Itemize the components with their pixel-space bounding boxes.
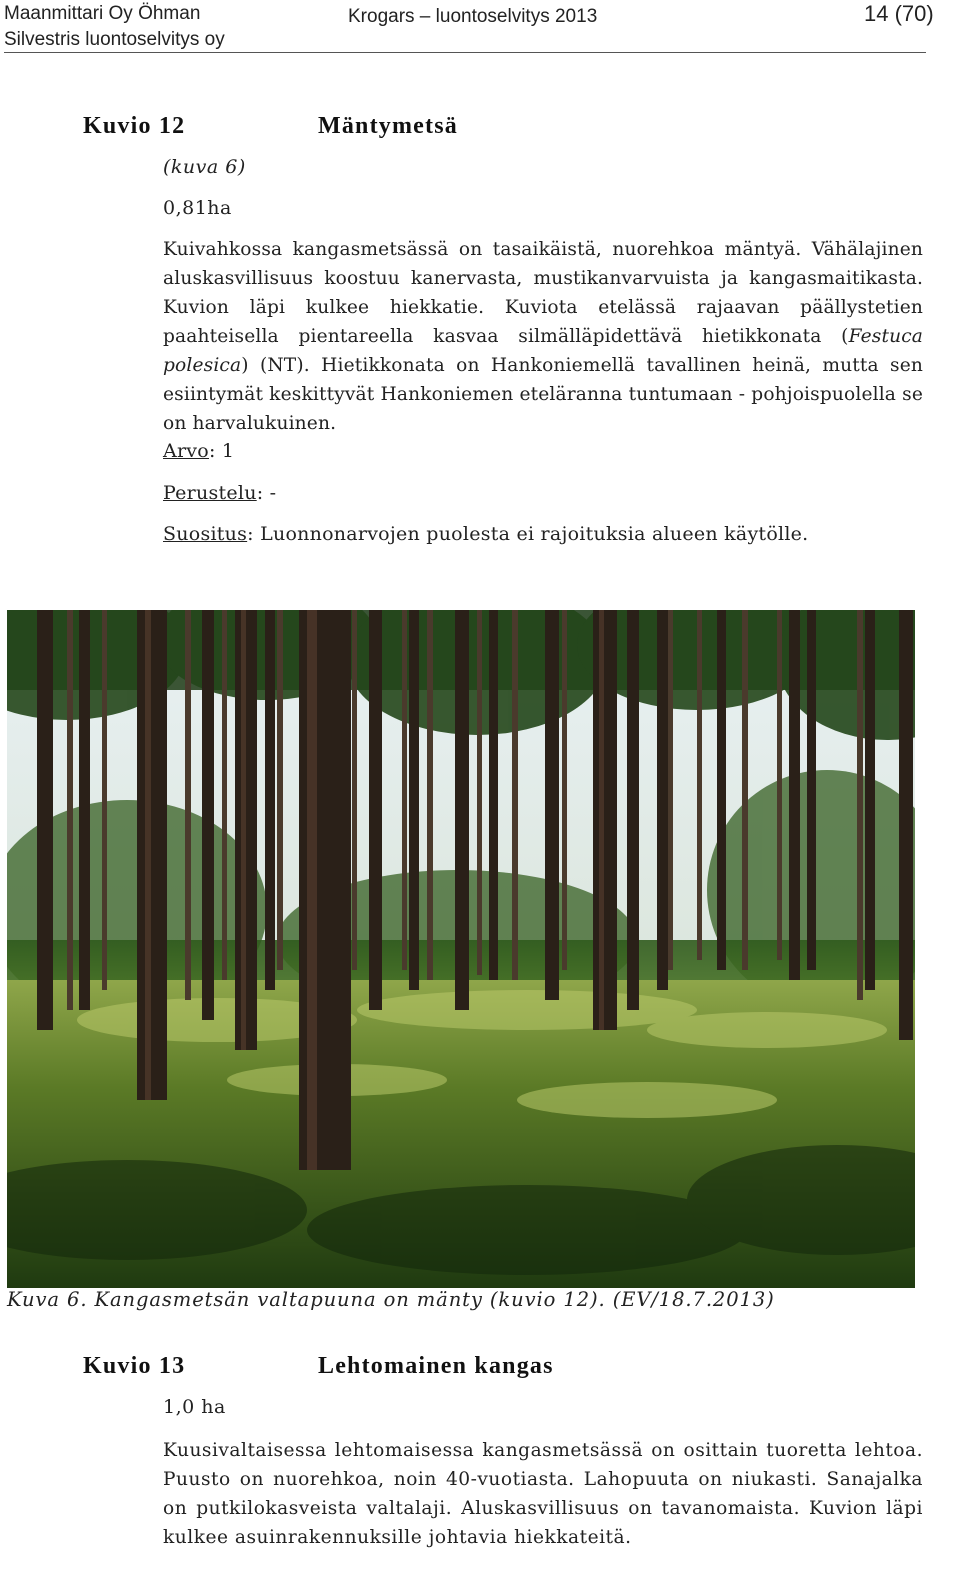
perustelu-line [163, 482, 276, 504]
photo-caption: Kuva 6. Kangasmetsän valtapuuna on mänty (kuvio 12). (EV/18.7.2013) [7, 1288, 775, 1311]
area-value: 1,0 ha [163, 1396, 226, 1418]
header-rule [4, 52, 926, 53]
suositus-value: : Luonnonarvojen puolesta ei rajoituksia alueen käytölle. [247, 523, 809, 545]
suositus-line [163, 523, 808, 545]
description-paragraph: Kuusivaltaisessa lehtomaisessa kangasmetsässä on osittain tuoretta lehtoa. Puusto on nuorehkoa, noin 40-vuotiasta. Lahopuuta on niukasti. Sanajalka on putkilokasveista valtalaji. Aluskasvillisuus on tavanomaista. Kuvion läpi kulkee asuinrakennuksille johtavia hiekkateitä. [163, 1440, 923, 1548]
perustelu-value: : - [256, 482, 277, 504]
header-document-title: Krogars – luontoselvitys 2013 [348, 6, 598, 27]
forest-photo [7, 610, 915, 1288]
page-number: 14 (70) [864, 1, 934, 26]
photo-reference: (kuva 6) [163, 156, 246, 178]
section-title: Mäntymetsä [318, 113, 458, 139]
species-name: Festuca polesica [163, 326, 923, 376]
section-title: Lehtomainen kangas [318, 1353, 554, 1379]
description-paragraph: Kuivahkossa kangasmetsässä on tasaikäistä, nuorehkoa mäntyä. Vähälajinen aluskasvillisuus koostuu kanervasta, mustikanvarvuista ja kangasmaitikasta. Kuvion läpi kulkee hiekkatie. Kuviota etelässä rajaavan päällystetien paahteisella pientareella kasvaa silmälläpidettävä hietikkonata (Festuca polesica) (NT). Hietikkonata on Hankoniemellä tavallinen heinä, mutta sen esiintymät keskittyvät Hankoniemen eteläranna tuntumaan - pohjoispuolella se on harvalukuinen. [163, 239, 923, 434]
arvo-label: Arvo [163, 440, 209, 462]
section-id: Kuvio 13 [83, 1353, 186, 1379]
arvo-line [163, 440, 234, 462]
section-id: Kuvio 12 [83, 113, 186, 139]
area-value: 0,81ha [163, 197, 232, 219]
perustelu-label: Perustelu [163, 482, 257, 504]
header-org: Maanmittari Oy Öhman [4, 3, 201, 24]
suositus-label: Suositus [163, 523, 248, 545]
arvo-value: : 1 [208, 440, 235, 462]
header-org-secondary: Silvestris luontoselvitys oy [4, 29, 225, 50]
